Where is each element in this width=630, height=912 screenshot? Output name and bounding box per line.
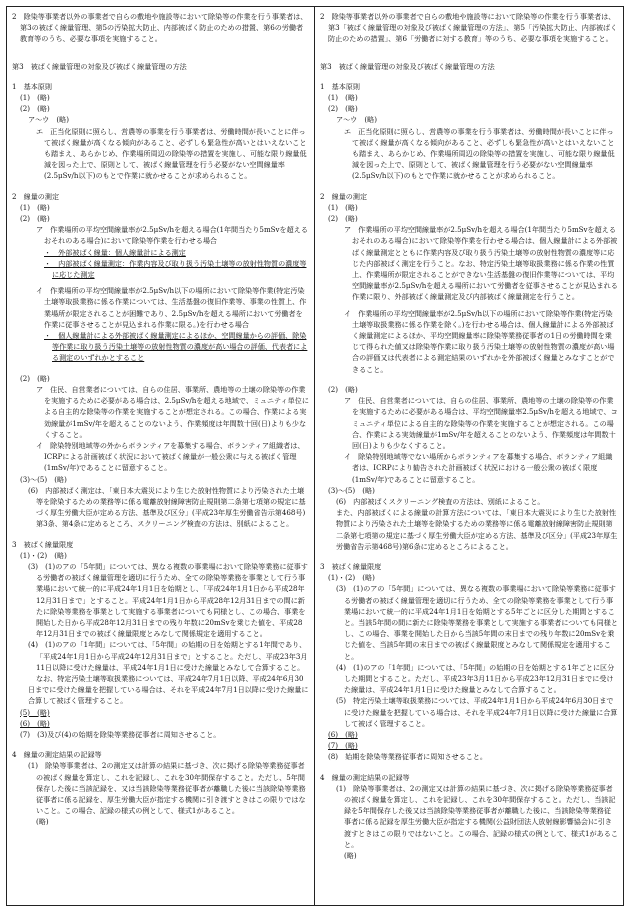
item: (3)～(5) (略): [20, 474, 67, 484]
right-column: [315, 7, 623, 905]
item: (2) (略): [20, 104, 50, 114]
section-heading: 第3 被ばく線量管理の対象及び被ばく線量管理の方法: [12, 61, 187, 71]
paragraph: (5) 特定汚染土壌等取扱業務については、平成24年1月1日から平成24年6月30日までに受けた線量を把握している場合は、それを平成24年7月1日以降に受けた線量に合算して被ばく管理すること。: [336, 696, 618, 728]
item: ア～ウ (略): [336, 115, 378, 125]
comparison-table: [6, 6, 624, 906]
subsection-heading: 4 線量の測定結果の記録等: [320, 772, 410, 782]
item: (7) (略): [328, 741, 358, 751]
paragraph: ア 作業場所の平均空間線量率が2.5μSv/hを超える場合(1年間当たり5mSvを超えるおそれのある場合)において除染等作業を行わせる場合は、個人線量計による外部被ばく線量測定とともに作業内容及び取り扱う汚染土壌等の放射性物質の濃度等に応じた内部被ばく測定を行うこと。なお、特定汚染土壌等取扱業務に係る作業の性質上、作業場所が限定されることができない生活基盤の復旧作業等については、平均空間線量率が2.5μSv/hを超える場所において労働者を従事させることが見込まれる作業に限り、外部被ばく線量測定及び内部被ばく線量測定を行うこと。: [344, 225, 618, 302]
subsection-heading: 4 線量の測定結果の記録等: [12, 750, 102, 760]
section-heading: 第3 被ばく線量管理の対象及び被ばく線量管理の方法: [320, 61, 495, 71]
paragraph: ア 住民、自営業者については、自らの住居、事業所、農地等の土壌の除染等の作業を実施するために必要がある場合は、2.5μSv/hを超える地域で、ミュニティ単位による自主的な除染等の作業を実施することが想定される。この場合、作業による実効線量が1mSv/年を超えることのないよう、作業頻度は年間数十回(日)よりも少なくすること。: [36, 384, 309, 439]
item: (1) (略): [328, 202, 358, 212]
paragraph: (1) 除染等事業者は、2の測定又は計算の結果に基づき、次に掲げる除染等業務従事者の被ばく線量を算定し、これを記録し、これを30年間保存すること。ただし、当該記録を5年間保存した後又は当該除染等業務従事者が離職した後に、当該除染等業務従事者に係る記録を厚生労働大臣が指定する機関(公益財団法人放射線影響協会)に引き渡すときはこの限りではないこと。この場合、記録の様式の例として、様式1があること。: [336, 783, 618, 849]
paragraph: (4) (1)のアの「1年間」については、「5年間」の始期の日を始期とする1年ごとに区分した期間とすること。ただし、平成23年3月11日から平成23年12月31日までに受けた線量は、平成24年1月1日に受けた線量とみなして合算すること。: [336, 662, 615, 695]
paragraph: イ 除染特別地域等でない場所からボランティアを募集する場合、ボランティア組織者は、ICRPにより勧告された計画被ばく状況における一般公衆の被ばく限度(1mSv/年)であることに留意すること。: [344, 452, 613, 484]
subsection-heading: 2 線量の測定: [320, 191, 368, 201]
left-column: [7, 7, 315, 905]
item: ア～ウ (略): [28, 115, 70, 125]
subsection-heading: 1 基本原則: [320, 81, 360, 91]
item: (1)・(2) (略): [20, 550, 67, 560]
item: (3)～(5) (略): [328, 485, 375, 495]
item: (2) (略): [328, 214, 358, 224]
paragraph: また、内部被ばくによる線量の計算方法については、「東日本大震災により生じた放射性物質により汚染された土壌等を除染するための業務等に係る電離放射線障害防止規則第二条第七項第の規定に基づく厚生労働大臣が定める方法、基準及び区分」(平成23年厚生労働省告示第468号)第6条に定めるところによること。: [336, 508, 618, 551]
paragraph: イ 作業場所の平均空間線量率が2.5μSv/h以下の場所において除染等作業(特定汚染土壌等取扱業務に係る作業については、生活基盤の復旧作業等、事業の性質上、作業場所が限定されることが困難であり、2.5μSv/hを超える場所において労働者を作業に従事させることが見込まれる作業に限る。)を行わせる場合: [36, 286, 307, 329]
item: (5) (略): [20, 707, 50, 717]
item: (2) (略): [328, 384, 358, 394]
intro-paragraph: 2 除染等事業者以外の事業者で自らの敷地や施設等において除染等の作業を行う事業者は、第3の被ばく線量管理、第5の汚染拡大防止、内部被ばく防止のための措置、第6の労働者教育等のうち、必要な事項を実施すること。: [12, 12, 308, 44]
bullet-item: ・ 内部被ばく線量測定：作業内容及び取り扱う汚染土壌等の放射性物質の濃度等に応じた測定: [44, 258, 307, 280]
paragraph: エ 正当化原則に照らし、営農等の事業を行う事業者は、労働時間が長いことに伴って被ばく線量が高くなる傾向があること、必ずしも緊急性が高いとはいえないことも踏まえ、あらかじめ、作業場所周辺の除染等の措置を実施し、可能な限り線量低減を図った上で、原則として、被ばく線量管理を行う必要がない空間線量率(2.5μSv/h以下)のもとで作業に就かせることが求められること。: [344, 126, 615, 181]
item: (1) (略): [20, 202, 50, 212]
intro-paragraph: 2 除染等事業者以外の事業者で自らの敷地や施設等において除染等の作業を行う事業者は、第3「被ばく線量管理の対象及び被ばく線量管理の方法」、第5「汚染拡大防止、内部被ばく防止のための措置」、第6「労働者に対する教育」等のうち、必要な事項を実施すること。: [320, 12, 618, 44]
bullet-item: ・ 外部被ばく線量：個人線量計による測定: [44, 247, 186, 257]
paragraph: イ 作業場所の平均空間線量率が2.5μSv/h以下の場所において除染等作業(特定汚染土壌等取扱業務に係る作業を除く。)を行わせる場合は、個人線量計による外部被ばく線量測定によるほか、平均空間線量率に除染等業務従事者の1日の労働時間を乗じて得られた値又は除染等作業に取り扱う汚染土壌等の放射性物質の濃度が高い場合の評価又は代表者による測定結果のいずれかを外部被ばく線量とみなすことができること。: [344, 308, 615, 374]
item: (7) (3)及び(4)の始期を除染等業務従事者に周知させること。: [20, 729, 221, 739]
paragraph: なお、特定汚染土壌等取扱業務については、平成24年7月1日以降、平成24年6月30日までに受けた線量を把握している場合は、それを平成24年7月1日以降に受けた線量に合算して被ばく管理すること。: [28, 673, 309, 706]
item: (6) (略): [328, 729, 358, 739]
paragraph: エ 正当化原則に照らし、営農等の事業を行う事業者は、労働時間が長いことに伴って被ばく線量が高くなる傾向があること、必ずしも緊急性が高いとはいえないことも踏まえ、あらかじめ、作業場所周辺の除染等の措置を実施し、可能な限り線量低減を図った上で、原則として、被ばく線量管理を行う必要がない空間線量率(2.5μSv/h以下)のもとで作業に就かせることが求められること。: [36, 126, 307, 181]
item: (略): [344, 851, 357, 861]
paragraph: (4) (1)のアの「1年間」については、「5年間」の始期の日を始期とする1年間であり、「平成24年1月1日から平成24年12月31日まで」とすること。ただし、平成23年3月11日以降に受けた線量は、平成24年1月1日に受けた線量とみなして合算すること。: [28, 640, 308, 672]
paragraph: (6) 内部被ばく測定は、「東日本大震災により生じた放射性物質により汚染された土壌等を除染するための業務等に係る電離放射線障害防止規則第二条第七項第の規定に基づく厚生労働大臣が定める方法、基準及び区分」(平成23年厚生労働省告示第468号)第3条、第4条に定めるところ、スクリーニング検査の方法は、別紙によること。: [28, 485, 306, 529]
bullet-item: ・ 個人線量計による外部被ばく線量測定によるほか、空間線量からの評価、除染等作業に取り扱う汚染土壌等の放射性物質の濃度が高い場合の評価、代表者による測定のいずれかとすること: [44, 331, 308, 363]
subsection-heading: 1 基本原則: [12, 81, 52, 91]
item: (2) (略): [328, 104, 358, 114]
item: (2) (略): [20, 214, 50, 224]
item: (1) (略): [328, 93, 358, 103]
item: (1) (略): [20, 93, 50, 103]
subsection-heading: 2 線量の測定: [12, 191, 60, 201]
paragraph: (3) (1)のアの「5年間」については、異なる複数の事業場において除染等業務に従事する労働者の被ばく線量管理を適切に行うため、全ての除染等業務を事業として行う事業場において統一的に平成24年1月1日を始期とする5年ごとに区分した期間とすること。当該5年間の間に新たに除染等業務を事業として実施する事業者についても同様とし、この場合、事業を開始した日から当該5年間の末日までの残り年数に20mSvを乗じた値を、当該5年間の末日までの被ばく線量限度とみなして関係規定を適用すること。: [336, 584, 618, 661]
paragraph: イ 除染特別地域等の外からボランティアを募集する場合、ボランティア組織者は、ICRPによる計画被ばく状況において被ばく線量が一般公衆に与える被ばく管理(1mSv/年)であることに留意すること。: [36, 440, 305, 473]
item: (8) 始期を除染等業務従事者に周知させること。: [328, 752, 488, 762]
paragraph: ア 住民、自営業者については、自らの住居、事業所、農地等の土壌の除染等の作業を実施するために必要がある場合は、平均空間線量率2.5μSv/hを超える地域で、コミュニティ単位による自主的な除染等の作業を実施することが想定される。この場合、作業による実効線量が1mSv/年を超えることのないよう、作業頻度は年間数十回(日)よりも少なくすること。: [344, 396, 618, 450]
paragraph: (6) 内部被ばくスクリーニング検査の方法は、別紙によること。: [336, 496, 545, 506]
item: (略): [36, 817, 49, 827]
paragraph: (1) 除染等事業者は、2の測定又は計算の結果に基づき、次に掲げる除染等業務従事者の被ばく線量を算定し、これを記録し、これを30年間保存すること。ただし、5年間保存した後に当該記録を、又は当該除染等業務従事者が離職した後に当該除染等業務従事者に係る記録を、厚生労働大臣が指定する機関に引き渡すときはこの限りではないこと。この場合、記録の様式の例として、様式1があること。: [28, 761, 306, 816]
subsection-heading: 3 被ばく線量限度: [320, 561, 382, 571]
paragraph: (3) (1)のアの「5年間」については、異なる複数の事業場において除染等業務に従事する労働者の被ばく線量管理を適切に行うため、全ての除染等業務を事業として行う事業場において統一的に平成24年1月1日を始期とし、「平成24年1月1日から平成28年12月31日まで」とすること。平成24年1月1日から平成28年12月31日までの間に新たに除染等業務を事業として実施する事業者についても同様とし、この場合、事業を開始した日から平成28年12月31日までの残り年数に20mSvを乗じた値を、平成28年12月31日までの被ばく線量限度とみなして関係規定を適用すること。: [28, 561, 308, 639]
item: (2) (略): [20, 373, 50, 383]
subsection-heading: 3 被ばく線量限度: [12, 539, 74, 549]
item: (6) (略): [20, 718, 50, 728]
item: (1)・(2) (略): [328, 573, 375, 583]
paragraph: ア 作業場所の平均空間線量率が2.5μSv/hを超える場合(1年間当たり5mSvを超えるおそれのある場合)において除染等作業を行わせる場合: [36, 225, 308, 246]
